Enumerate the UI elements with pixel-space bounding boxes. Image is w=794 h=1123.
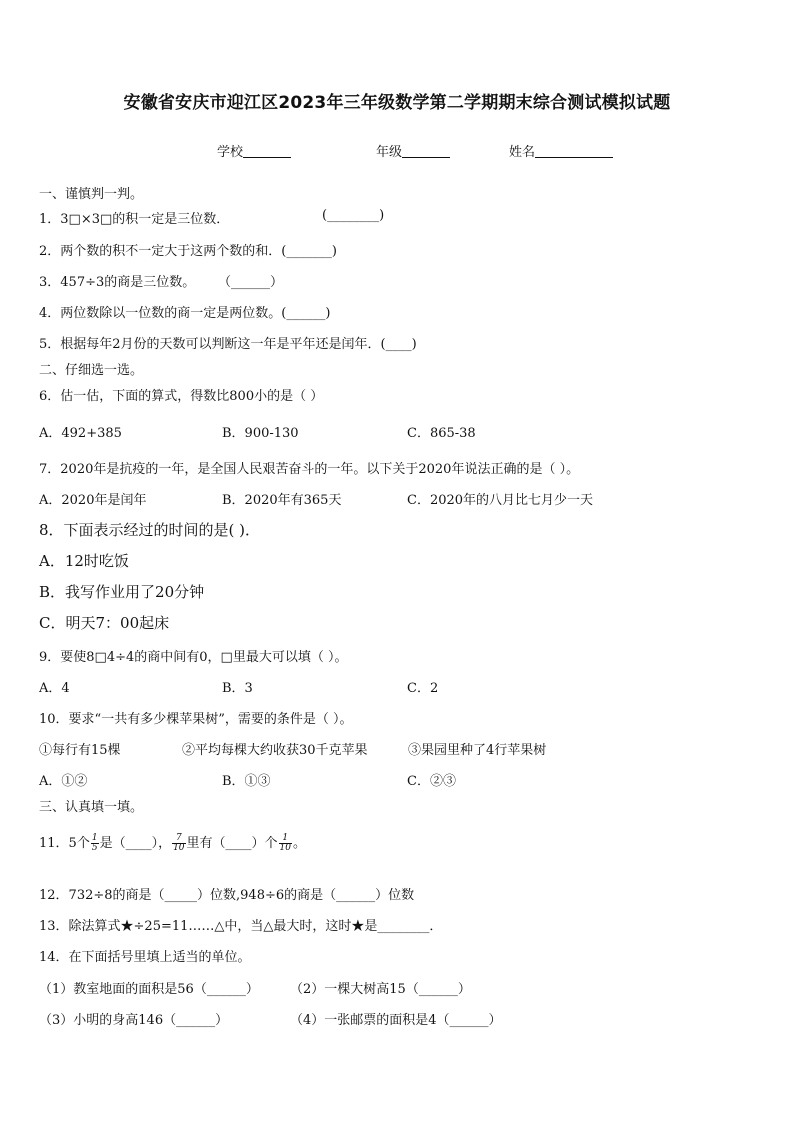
question-2: 2．两个数的积不一定大于这两个数的和．(_______) bbox=[39, 244, 337, 259]
question-10-condition-3: ③果园里种了4行苹果树 bbox=[408, 743, 547, 758]
fraction-one-fifth bbox=[91, 834, 99, 853]
question-10-option-c: C．②③ bbox=[407, 774, 456, 789]
fraction-numerator: 1 bbox=[91, 833, 98, 843]
question-10-option-a: A．①② bbox=[39, 774, 88, 789]
question-4: 4．两位数除以一位数的商一定是两位数。(______) bbox=[39, 306, 331, 321]
page-title: 安徽省安庆市迎江区2023年三年级数学第二学期期末综合测试模拟试题 bbox=[123, 93, 671, 113]
name-label: 姓名 bbox=[509, 145, 536, 160]
question-6: 6．估一估，下面的算式，得数比800小的是（ ） bbox=[39, 389, 324, 404]
question-14-part-4: （4）一张邮票的面积是4（______） bbox=[290, 1013, 502, 1028]
question-5: 5．根据每年2月份的天数可以判断这一年是平年还是闰年．(____) bbox=[39, 337, 417, 352]
fraction-numerator: 1 bbox=[279, 834, 292, 844]
question-1: 1．3□×3□的积一定是三位数． bbox=[39, 212, 230, 227]
school-field bbox=[217, 141, 291, 160]
question-12: 12．732÷8的商是（_____）位数,948÷6的商是（______）位数 bbox=[39, 888, 415, 903]
question-1-blank: (________) bbox=[322, 208, 385, 223]
section-2-heading: 二、仔细选一选。 bbox=[39, 363, 144, 378]
question-7-option-c: C．2020年的八月比七月少一天 bbox=[407, 493, 594, 508]
question-6-option-b: B．900-130 bbox=[222, 426, 299, 441]
fraction-denominator: 10 bbox=[173, 843, 185, 853]
question-7: 7．2020年是抗疫的一年，是全国人民艰苦奋斗的一年。以下关于2020年说法正确的是（ ）。 bbox=[39, 462, 580, 477]
section-1-heading: 一、谨慎判一判。 bbox=[39, 187, 144, 202]
question-11-text-4: 。 bbox=[293, 836, 307, 851]
question-14-part-2: （2）一棵大树高15（______） bbox=[290, 982, 471, 997]
question-8-option-a: A．12时吃饭 bbox=[39, 552, 129, 570]
question-6-option-c: C．865-38 bbox=[407, 426, 476, 441]
grade-blank[interactable] bbox=[402, 145, 450, 158]
fraction-seven-tenths bbox=[172, 834, 185, 853]
question-10-option-b: B．①③ bbox=[222, 774, 271, 789]
question-13: 13．除法算式★÷25=11……△中，当△最大时，这时★是________． bbox=[39, 919, 443, 934]
question-8-option-b: B．我写作业用了20分钟 bbox=[39, 583, 205, 601]
question-3-blank: （______） bbox=[218, 275, 284, 290]
fraction-denominator: 10 bbox=[279, 843, 291, 853]
question-8: 8．下面表示经过的时间的是( )． bbox=[39, 521, 261, 539]
fraction-one-tenth bbox=[279, 834, 292, 853]
grade-field bbox=[376, 141, 450, 160]
question-9: 9．要使8□4÷4的商中间有0，□里最大可以填（ ）。 bbox=[39, 650, 348, 665]
question-14-part-1: （1）教室地面的面积是56（______） bbox=[39, 982, 259, 997]
question-7-option-b: B．2020年有365天 bbox=[222, 493, 342, 508]
school-label: 学校 bbox=[217, 145, 244, 160]
question-8-option-c: C．明天7：00起床 bbox=[39, 614, 170, 632]
question-14-part-3: （3）小明的身高146（______） bbox=[39, 1013, 229, 1028]
question-11-text-3: 里有（____）个 bbox=[186, 836, 278, 851]
question-10: 10．要求“一共有多少棵苹果树”，需要的条件是（ ）。 bbox=[39, 712, 353, 727]
question-14: 14．在下面括号里填上适当的单位。 bbox=[39, 950, 251, 965]
question-9-option-a: A．4 bbox=[39, 681, 70, 696]
school-blank[interactable] bbox=[243, 145, 291, 158]
section-3-heading: 三、认真填一填。 bbox=[39, 800, 144, 815]
question-9-option-b: B．3 bbox=[222, 681, 253, 696]
question-11-text-1: 11．5个 bbox=[39, 836, 90, 851]
question-7-option-a: A．2020年是闰年 bbox=[39, 493, 147, 508]
grade-label: 年级 bbox=[376, 145, 403, 160]
question-6-option-a: A．492+385 bbox=[39, 426, 122, 441]
question-11 bbox=[39, 832, 306, 853]
question-10-condition-1: ①每行有15棵 bbox=[39, 743, 121, 758]
question-11-text-2: 是（____）， bbox=[99, 836, 172, 851]
fraction-numerator: 7 bbox=[172, 834, 185, 844]
question-10-condition-2: ②平均每棵大约收获30千克苹果 bbox=[182, 743, 368, 758]
name-field bbox=[509, 141, 613, 160]
question-9-option-c: C．2 bbox=[407, 681, 439, 696]
name-blank[interactable] bbox=[535, 145, 613, 158]
fraction-denominator: 5 bbox=[91, 843, 98, 853]
question-3: 3．457÷3的商是三位数。 bbox=[39, 275, 196, 290]
